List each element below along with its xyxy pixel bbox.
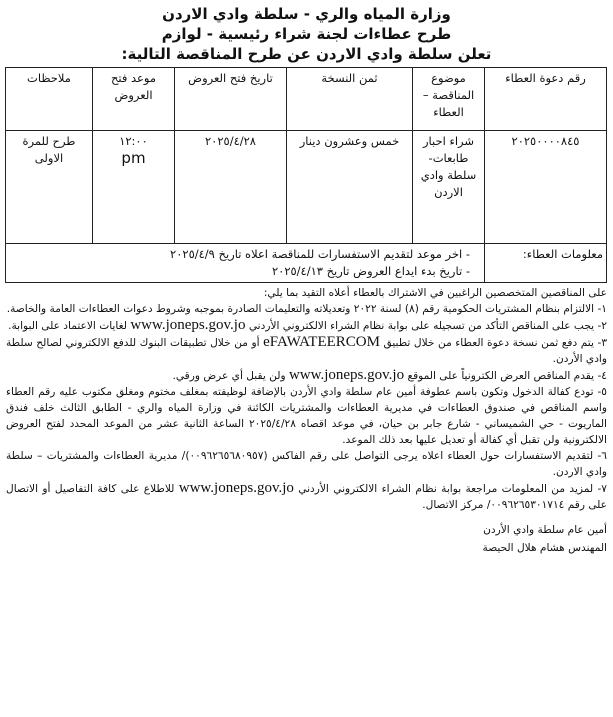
header-price: ثمن النسخة <box>287 68 413 131</box>
efawateercom-app-name: eFAWATEERCOM <box>263 334 380 350</box>
condition-item-1: ١- الالتزام بنظام المشتريات الحكومية رقم (٨) لسنة ٢٠٢٢ وتعديلاته والتعليمات الصادرة بموجبه وشروط دعوات العطاءات العامة والخاصة. <box>6 303 607 315</box>
condition-item-7 <box>6 480 607 513</box>
condition-item-2 <box>6 317 607 334</box>
condition-item-3 <box>6 334 607 367</box>
tender-table <box>5 67 607 283</box>
condition-item-2-tail: لغايات الاعتماد على البوابة. <box>8 320 127 332</box>
condition-item-3-text: ٣- يتم دفع ثمن نسخة دعوة العطاء من خلال تطبيق <box>383 337 608 349</box>
info-cell <box>6 244 485 283</box>
signature-block <box>6 521 607 557</box>
info-label: معلومات العطاء: <box>485 244 607 283</box>
committee-title: طرح عطاءات لجنة شراء رئيسية - لوازم <box>161 25 452 43</box>
joneps-link[interactable]: www.joneps.gov.jo <box>178 480 294 496</box>
condition-item-4-text: ٤- يقدم المناقص العرض الكترونياً على الموقع <box>407 370 607 382</box>
announcement-header <box>6 4 607 64</box>
conditions-section <box>6 285 607 513</box>
signatory-title: أمين عام سلطة وادي الأردن <box>483 524 607 536</box>
cell-opening-date: ٢٠٢٥/٤/٢٨ <box>175 131 287 244</box>
info-line-inquiries: - اخر موعد لتقديم الاستفسارات للمناقصة اعلاه تاريخ ٢٠٢٥/٤/٩ <box>170 247 470 261</box>
cell-notes: طرح للمرة الاولى <box>6 131 93 244</box>
cell-opening-time <box>93 131 175 244</box>
announcement-intro: تعلن سلطة وادي الاردن عن طرح المناقصة التالية: <box>121 45 492 63</box>
condition-item-3-tail: أو من خلال تطبيقات البنوك للدفع الالكتروني لصالح سلطة وادي الأردن. <box>6 337 607 365</box>
condition-item-5: ٥- تودع كفالة الدخول وتكون باسم عطوفة أمين عام سلطة وادي الأردن بالإضافة لوظيفته بمغلف مختوم ومغلق مكتوب عليه رقم العطاء واسم المناقص في صندوق العطاءات في مديرية العطاءات والمشتريات الكائنة في وزارة المياه والري - الطابق الثالث خلف فندق الماريوت - حي الشميساني - شارع جابر بن حيان، في موعد اقصاه ٢٠٢٥/٤/٢٨ الساعة الثانية عشر من الموعد المحدد لفتح العروض الالكترونية ولن تقبل أي كفالة أو تعديل عليها بعد ذلك الموعد. <box>6 386 607 446</box>
ministry-title: وزارة المياه والري - سلطة وادي الاردن <box>162 5 451 23</box>
opening-time-suffix: pm <box>121 149 146 167</box>
condition-item-4 <box>6 367 607 384</box>
condition-item-7-text: ٧- لمزيد من المعلومات مراجعة بوابة نظام الشراء الالكتروني الأردني <box>298 483 607 495</box>
cell-price: خمس وعشرون دينار <box>287 131 413 244</box>
joneps-link[interactable]: www.joneps.gov.jo <box>130 317 246 333</box>
table-header-row <box>6 68 607 131</box>
condition-item-7-tail: للاطلاع على كافة التفاصيل أو الاتصال على رقم ٠٠٩٦٢٦٥٣٠١٧١٤/ مركز الاتصال. <box>6 483 607 511</box>
header-opening-time: موعد فتح العروض <box>93 68 175 131</box>
cell-subject: شراء احبار طابعات- سلطة وادي الاردن <box>413 131 485 244</box>
condition-item-6: ٦- لتقديم الاستفسارات حول العطاء اعلاه يرجى التواصل على رقم الفاكس (٠٠٩٦٢٦٥٦٨٠٩٥٧)/ مديرية العطاءات والمشتريات – سلطة وادي الاردن. <box>6 450 607 478</box>
conditions-intro: على المناقصين المتخصصين الراغبين في الاشتراك بالعطاء أعلاه التقيد بما يلي: <box>263 287 607 299</box>
table-row <box>6 131 607 244</box>
condition-item-4-tail: ولن يقبل أي عرض ورقي. <box>172 370 286 382</box>
cell-tender-no: ٢٠٢٥٠٠٠٠٨٤٥ <box>485 131 607 244</box>
header-tender-no: رقم دعوة العطاء <box>485 68 607 131</box>
opening-time-value: ١٢:٠٠ <box>119 134 148 148</box>
condition-item-2-text: ٢- يجب على المناقص التأكد من تسجيله على بوابة نظام الشراء الالكتروني الأردني <box>248 320 607 332</box>
signatory-name: المهندس هشام هلال الحيصة <box>482 542 607 554</box>
info-line-submission: - تاريخ بدء ايداع العروض تاريخ ٢٠٢٥/٤/١٣ <box>271 264 470 278</box>
info-row <box>6 244 607 283</box>
header-opening-date: تاريخ فتح العروض <box>175 68 287 131</box>
joneps-link[interactable]: www.joneps.gov.jo <box>288 367 405 383</box>
header-notes: ملاحظات <box>6 68 93 131</box>
header-subject: موضوع المناقصة – العطاء <box>413 68 485 131</box>
